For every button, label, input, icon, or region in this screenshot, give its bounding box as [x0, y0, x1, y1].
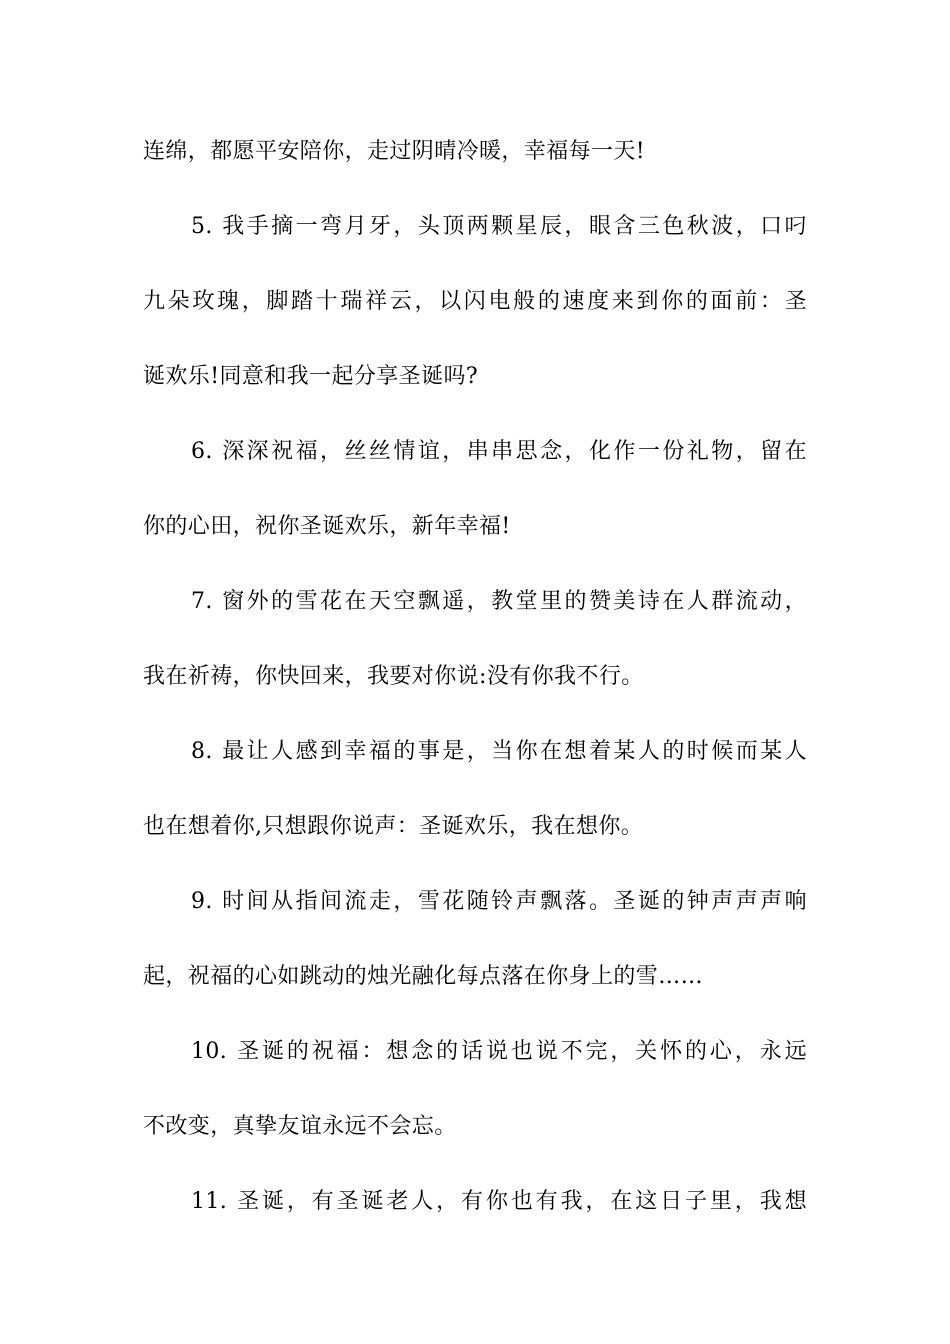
text-line: 9. 时间从指间流走，雪花随铃声飘落。圣诞的钟声声声响: [191, 889, 807, 914]
text-line: 九朵玫瑰，脚踏十瑞祥云，以闪电般的速度来到你的面前：圣: [143, 289, 807, 314]
text-line: 起，祝福的心如跳动的烛光融化每点落在你身上的雪……: [143, 964, 704, 989]
text-line: 连绵，都愿平安陪你，走过阴晴冷暖，幸福每一天!: [143, 139, 646, 164]
text-line: 我在祈祷，你快回来，我要对你说:没有你我不行。: [143, 664, 644, 689]
text-line: 不改变，真挚友谊永远不会忘。: [143, 1114, 457, 1139]
text-line: 8. 最让人感到幸福的事是，当你在想着某人的时候而某人: [191, 739, 807, 764]
text-line: 你的心田，祝你圣诞欢乐，新年幸福!: [143, 514, 511, 539]
text-line: 7. 窗外的雪花在天空飘遥，教堂里的赞美诗在人群流动，: [191, 589, 807, 614]
text-line: 10. 圣诞的祝福：想念的话说也说不完，关怀的心，永远: [191, 1039, 807, 1064]
document-body: [143, 124, 807, 1249]
text-line: 也在想着你,只想跟你说声：圣诞欢乐，我在想你。: [143, 814, 644, 839]
text-line: 诞欢乐!同意和我一起分享圣诞吗?: [143, 364, 479, 389]
text-line: 5. 我手摘一弯月牙，头顶两颗星辰，眼含三色秋波，口叼: [191, 214, 807, 239]
text-line: 11. 圣诞，有圣诞老人，有你也有我，在这日子里，我想: [191, 1189, 807, 1214]
text-line: 6. 深深祝福，丝丝情谊，串串思念，化作一份礼物，留在: [191, 439, 807, 464]
